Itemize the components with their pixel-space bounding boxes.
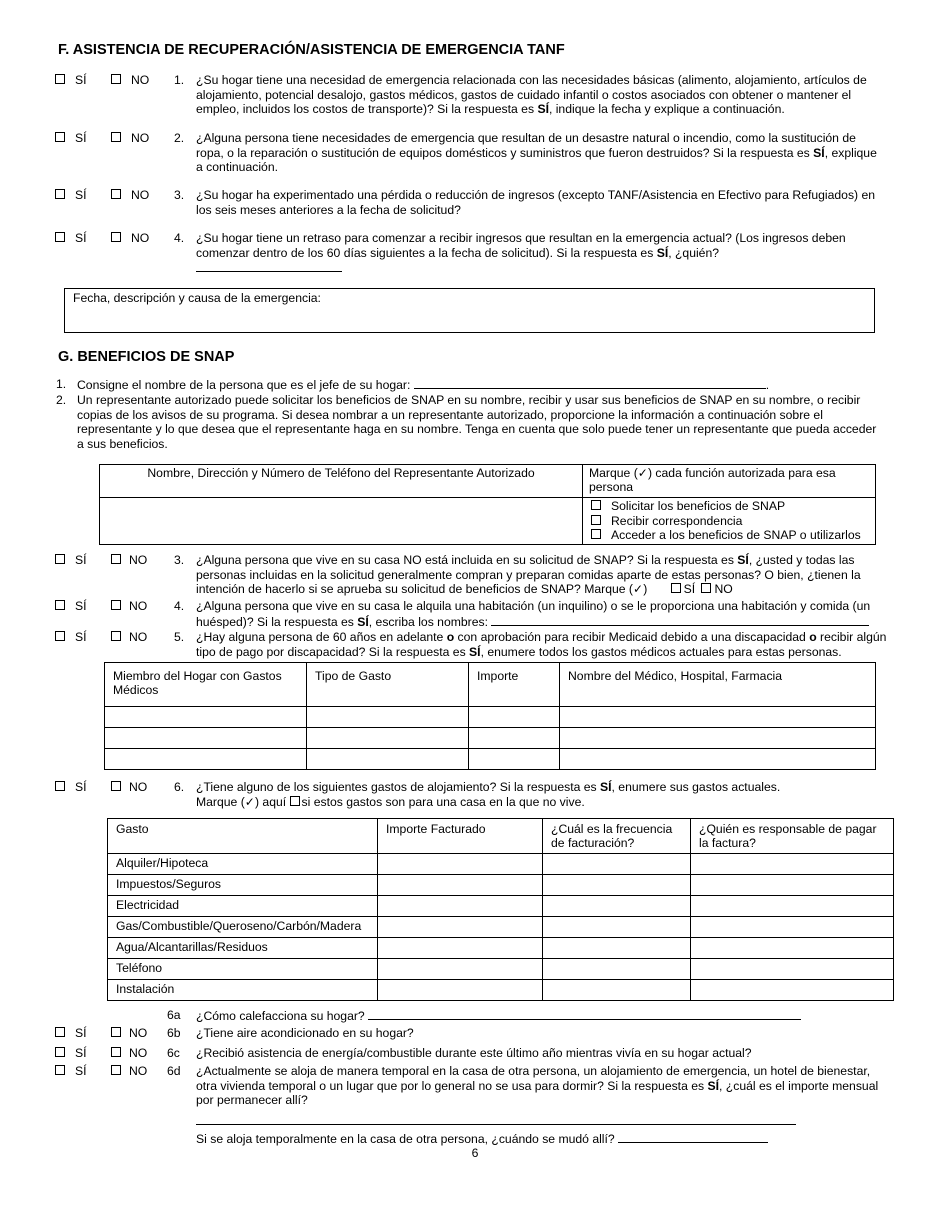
housing-row-label: Impuestos/Seguros [108, 875, 378, 896]
medical-cell[interactable] [307, 749, 469, 770]
question-text: ¿Tiene alguno de los siguientes gastos de alojamiento? Si la respuesta es SÍ, enumere sus gastos actuales. Marque (✓) aquí si estos gastos son para una casa en la que no vive. [196, 780, 781, 809]
section-g-title: G. BENEFICIOS DE SNAP [58, 349, 235, 365]
housing-cell[interactable] [543, 875, 691, 896]
question-number: 2. [174, 131, 185, 145]
medical-cell[interactable] [560, 728, 876, 749]
f-q3-no-checkbox[interactable]: NO [111, 188, 149, 203]
housing-cell[interactable] [543, 938, 691, 959]
housing-cell[interactable] [691, 896, 894, 917]
rep-name-cell[interactable] [100, 498, 583, 545]
g-item-2-number: 2. [56, 393, 67, 407]
heating-field[interactable] [368, 1008, 801, 1020]
g-q5-no-checkbox[interactable]: NO [111, 630, 147, 645]
monthly-amount-field[interactable] [196, 1124, 796, 1125]
emergency-box-label: Fecha, descripción y causa de la emergencia: [73, 291, 321, 305]
housing-row-label: Electricidad [108, 896, 378, 917]
g-q4-no-checkbox[interactable]: NO [111, 599, 147, 614]
f-q2-yes-checkbox[interactable]: SÍ [55, 131, 87, 146]
question-text: ¿Alguna persona que vive en su casa NO está incluida en su solicitud de SNAP? Si la respuesta es SÍ, ¿usted y todas las personas incluidas en la solicitud generalmente compran y preparan comidas aparte de estas personas? O bien, ¿tienen la intención de hacerlo si se aprueba su solicitud de beneficios de SNAP? Marque (✓) SÍ NO [196, 553, 861, 596]
boarder-names-field[interactable] [491, 614, 869, 626]
medical-header-provider: Nombre del Médico, Hospital, Farmacia [560, 663, 876, 707]
f-q4-no-checkbox[interactable]: NO [111, 231, 149, 246]
rep-name-header: Nombre, Dirección y Número de Teléfono del Representante Autorizado [100, 465, 583, 498]
g-q4-yes-checkbox[interactable]: SÍ [55, 599, 87, 614]
rep-option-apply[interactable]: Solicitar los beneficios de SNAP [591, 499, 867, 514]
authorized-representative-table [99, 464, 876, 545]
housing-row-label: Alquiler/Hipoteca [108, 854, 378, 875]
housing-cell[interactable] [378, 959, 543, 980]
question-text: ¿Hay alguna persona de 60 años en adelante o con aprobación para recibir Medicaid debido a una discapacidad o recibir algún tipo de pago por discapacidad? Si la respuesta es SÍ, enumere todos los gastos médicos actuales para estas personas. [196, 630, 887, 659]
f-q3-yes-checkbox[interactable]: SÍ [55, 188, 87, 203]
housing-header-amount: Importe Facturado [378, 819, 543, 854]
question-text: ¿Su hogar tiene un retraso para comenzar a recibir ingresos que resultan en la emergencia actual? (Los ingresos deben comenzar dentro de los 60 días siguientes a la fecha de solicitud). Si la respuesta es SÍ, ¿quién? [196, 231, 886, 276]
question-text: ¿Su hogar ha experimentado una pérdida o reducción de ingresos (excepto TANF/Asistencia en Efectivo para Refugiados) en los seis meses anteriores a la fecha de solicitud? [196, 188, 876, 217]
question-text: ¿Tiene aire acondicionado en su hogar? [196, 1026, 414, 1040]
g-q6d-no-checkbox[interactable]: NO [111, 1064, 147, 1079]
rep-functions-header: Marque (✓) cada función autorizada para esa persona [583, 465, 876, 498]
medical-cell[interactable] [105, 728, 307, 749]
rep-option-correspondence[interactable]: Recibir correspondencia [591, 514, 867, 529]
question-number: 6. [174, 780, 185, 794]
housing-cell[interactable] [691, 980, 894, 1001]
housing-cell[interactable] [543, 896, 691, 917]
housing-cell[interactable] [378, 917, 543, 938]
who-field[interactable] [196, 260, 342, 272]
g-q3-inline-yes[interactable]: SÍ [668, 582, 696, 596]
rep-functions-cell [583, 498, 876, 545]
medical-cell[interactable] [105, 749, 307, 770]
rep-option-access-benefits[interactable]: Acceder a los beneficios de SNAP o utilizarlos [591, 528, 867, 543]
housing-header-expense: Gasto [108, 819, 378, 854]
housing-cell[interactable] [543, 917, 691, 938]
question-number: 1. [174, 73, 185, 87]
housing-cell[interactable] [378, 875, 543, 896]
housing-cell[interactable] [691, 875, 894, 896]
medical-expenses-table [104, 662, 876, 770]
moved-date-field[interactable] [618, 1131, 768, 1143]
housing-header-responsible: ¿Quién es responsable de pagar la factura? [691, 819, 894, 854]
f-q1-no-checkbox[interactable]: NO [111, 73, 149, 88]
g-q6-yes-checkbox[interactable]: SÍ [55, 780, 87, 795]
g-q6-no-checkbox[interactable]: NO [111, 780, 147, 795]
medical-cell[interactable] [307, 707, 469, 728]
question-text: ¿Alguna persona tiene necesidades de emergencia que resultan de un desastre natural o incendio, como la sustitución de ropa, o la reparación o sustitución de equipos domésticos y suministros que fueron destruidos? Si la respuesta es SÍ, explique a continuación. [196, 131, 877, 174]
g-item-2-text: Un representante autorizado puede solicitar los beneficios de SNAP en su nombre, recibir y usar sus beneficios de SNAP en su nombre, o recibir copias de los avisos de su programa. Si desea nombrar a un representante autorizado, proporcione la información a continuación sobre el representante y lo que desea que el representante haga en su nombre. Tenga en cuenta que solo puede tener un representante que pueda acceder a sus beneficios. [77, 393, 877, 451]
not-living-checkbox[interactable] [290, 796, 300, 806]
g-q3-inline-no[interactable]: NO [698, 582, 732, 596]
question-text: ¿Cómo calefacciona su hogar? [196, 1008, 886, 1024]
housing-row-label: Instalación [108, 980, 378, 1001]
question-number: 3. [174, 188, 185, 202]
f-q2-no-checkbox[interactable]: NO [111, 131, 149, 146]
question-number: 4. [174, 231, 185, 245]
question-number: 6c [167, 1046, 180, 1060]
housing-row-label: Teléfono [108, 959, 378, 980]
housing-cell[interactable] [543, 980, 691, 1001]
section-f-title: F. ASISTENCIA DE RECUPERACIÓN/ASISTENCIA DE EMERGENCIA TANF [58, 42, 565, 58]
housing-row-label: Agua/Alcantarillas/Residuos [108, 938, 378, 959]
question-number: 6b [167, 1026, 181, 1040]
g-q6b-no-checkbox[interactable]: NO [111, 1026, 147, 1041]
question-number: 3. [174, 553, 185, 567]
g-q3-no-checkbox[interactable]: NO [111, 553, 147, 568]
housing-header-frequency: ¿Cuál es la frecuencia de facturación? [543, 819, 691, 854]
g-q6b-yes-checkbox[interactable]: SÍ [55, 1026, 87, 1041]
medical-header-type: Tipo de Gasto [307, 663, 469, 707]
question-number: 6a [167, 1008, 181, 1022]
g-q6c-yes-checkbox[interactable]: SÍ [55, 1046, 87, 1061]
housing-expenses-table [107, 818, 894, 1001]
question-text: ¿Recibió asistencia de energía/combustible durante este último año mientras vivía en su hogar actual? [196, 1046, 752, 1060]
f-q4-yes-checkbox[interactable]: SÍ [55, 231, 87, 246]
head-of-household-field[interactable] [414, 377, 766, 389]
g-item-1-number: 1. [56, 377, 67, 391]
medical-cell[interactable] [560, 749, 876, 770]
housing-cell[interactable] [378, 896, 543, 917]
medical-cell[interactable] [469, 728, 560, 749]
housing-cell[interactable] [378, 854, 543, 875]
question-text: ¿Actualmente se aloja de manera temporal en la casa de otra persona, un alojamiento de emergencia, un hotel de bienestar, otra vivienda temporal o un lugar que por lo general no se usa para dormir? Si la respuesta es SÍ, ¿cuál es el importe mensual por permanecer allí? [196, 1064, 879, 1107]
page-number: 6 [471, 1146, 479, 1160]
housing-row-label: Gas/Combustible/Queroseno/Carbón/Madera [108, 917, 378, 938]
question-number: 5. [174, 630, 185, 644]
question-number: 4. [174, 599, 185, 613]
g-q3-yes-checkbox[interactable]: SÍ [55, 553, 87, 568]
housing-cell[interactable] [378, 938, 543, 959]
g-q5-yes-checkbox[interactable]: SÍ [55, 630, 87, 645]
medical-cell[interactable] [307, 728, 469, 749]
housing-cell[interactable] [691, 854, 894, 875]
housing-cell[interactable] [691, 917, 894, 938]
housing-cell[interactable] [543, 959, 691, 980]
housing-cell[interactable] [378, 980, 543, 1001]
medical-header-amount: Importe [469, 663, 560, 707]
question-number: 6d [167, 1064, 181, 1078]
question-text: ¿Alguna persona que vive en su casa le alquila una habitación (un inquilino) o se le proporciona una habitación y comida (un huésped)? Si la respuesta es SÍ, escriba los nombres: [196, 599, 871, 629]
emergency-description-box[interactable] [64, 288, 875, 333]
g-q6c-no-checkbox[interactable]: NO [111, 1046, 147, 1061]
medical-cell[interactable] [560, 707, 876, 728]
g-item-1: Consigne el nombre de la persona que es el jefe de su hogar: . [77, 378, 770, 392]
housing-cell[interactable] [691, 959, 894, 980]
g-q6d-yes-checkbox[interactable]: SÍ [55, 1064, 87, 1079]
housing-cell[interactable] [691, 938, 894, 959]
medical-cell[interactable] [469, 749, 560, 770]
medical-cell[interactable] [469, 707, 560, 728]
medical-header-member: Miembro del Hogar con Gastos Médicos [105, 663, 307, 707]
question-text: ¿Su hogar tiene una necesidad de emergencia relacionada con las necesidades básicas (alimento, alojamiento, artículos de alojamiento, potencial desalojo, gastos médicos, gastos de cuidado infantil o costos asociados con obtener o mantener el empleo, incluidos los costos de transporte)? Si la respuesta es SÍ, indique la fecha y explique a continuación. [196, 73, 867, 116]
f-q1-yes-checkbox[interactable]: SÍ [55, 73, 87, 88]
medical-cell[interactable] [105, 707, 307, 728]
housing-cell[interactable] [543, 854, 691, 875]
moved-date-line: Si se aloja temporalmente en la casa de otra persona, ¿cuándo se mudó allí? [196, 1131, 886, 1147]
